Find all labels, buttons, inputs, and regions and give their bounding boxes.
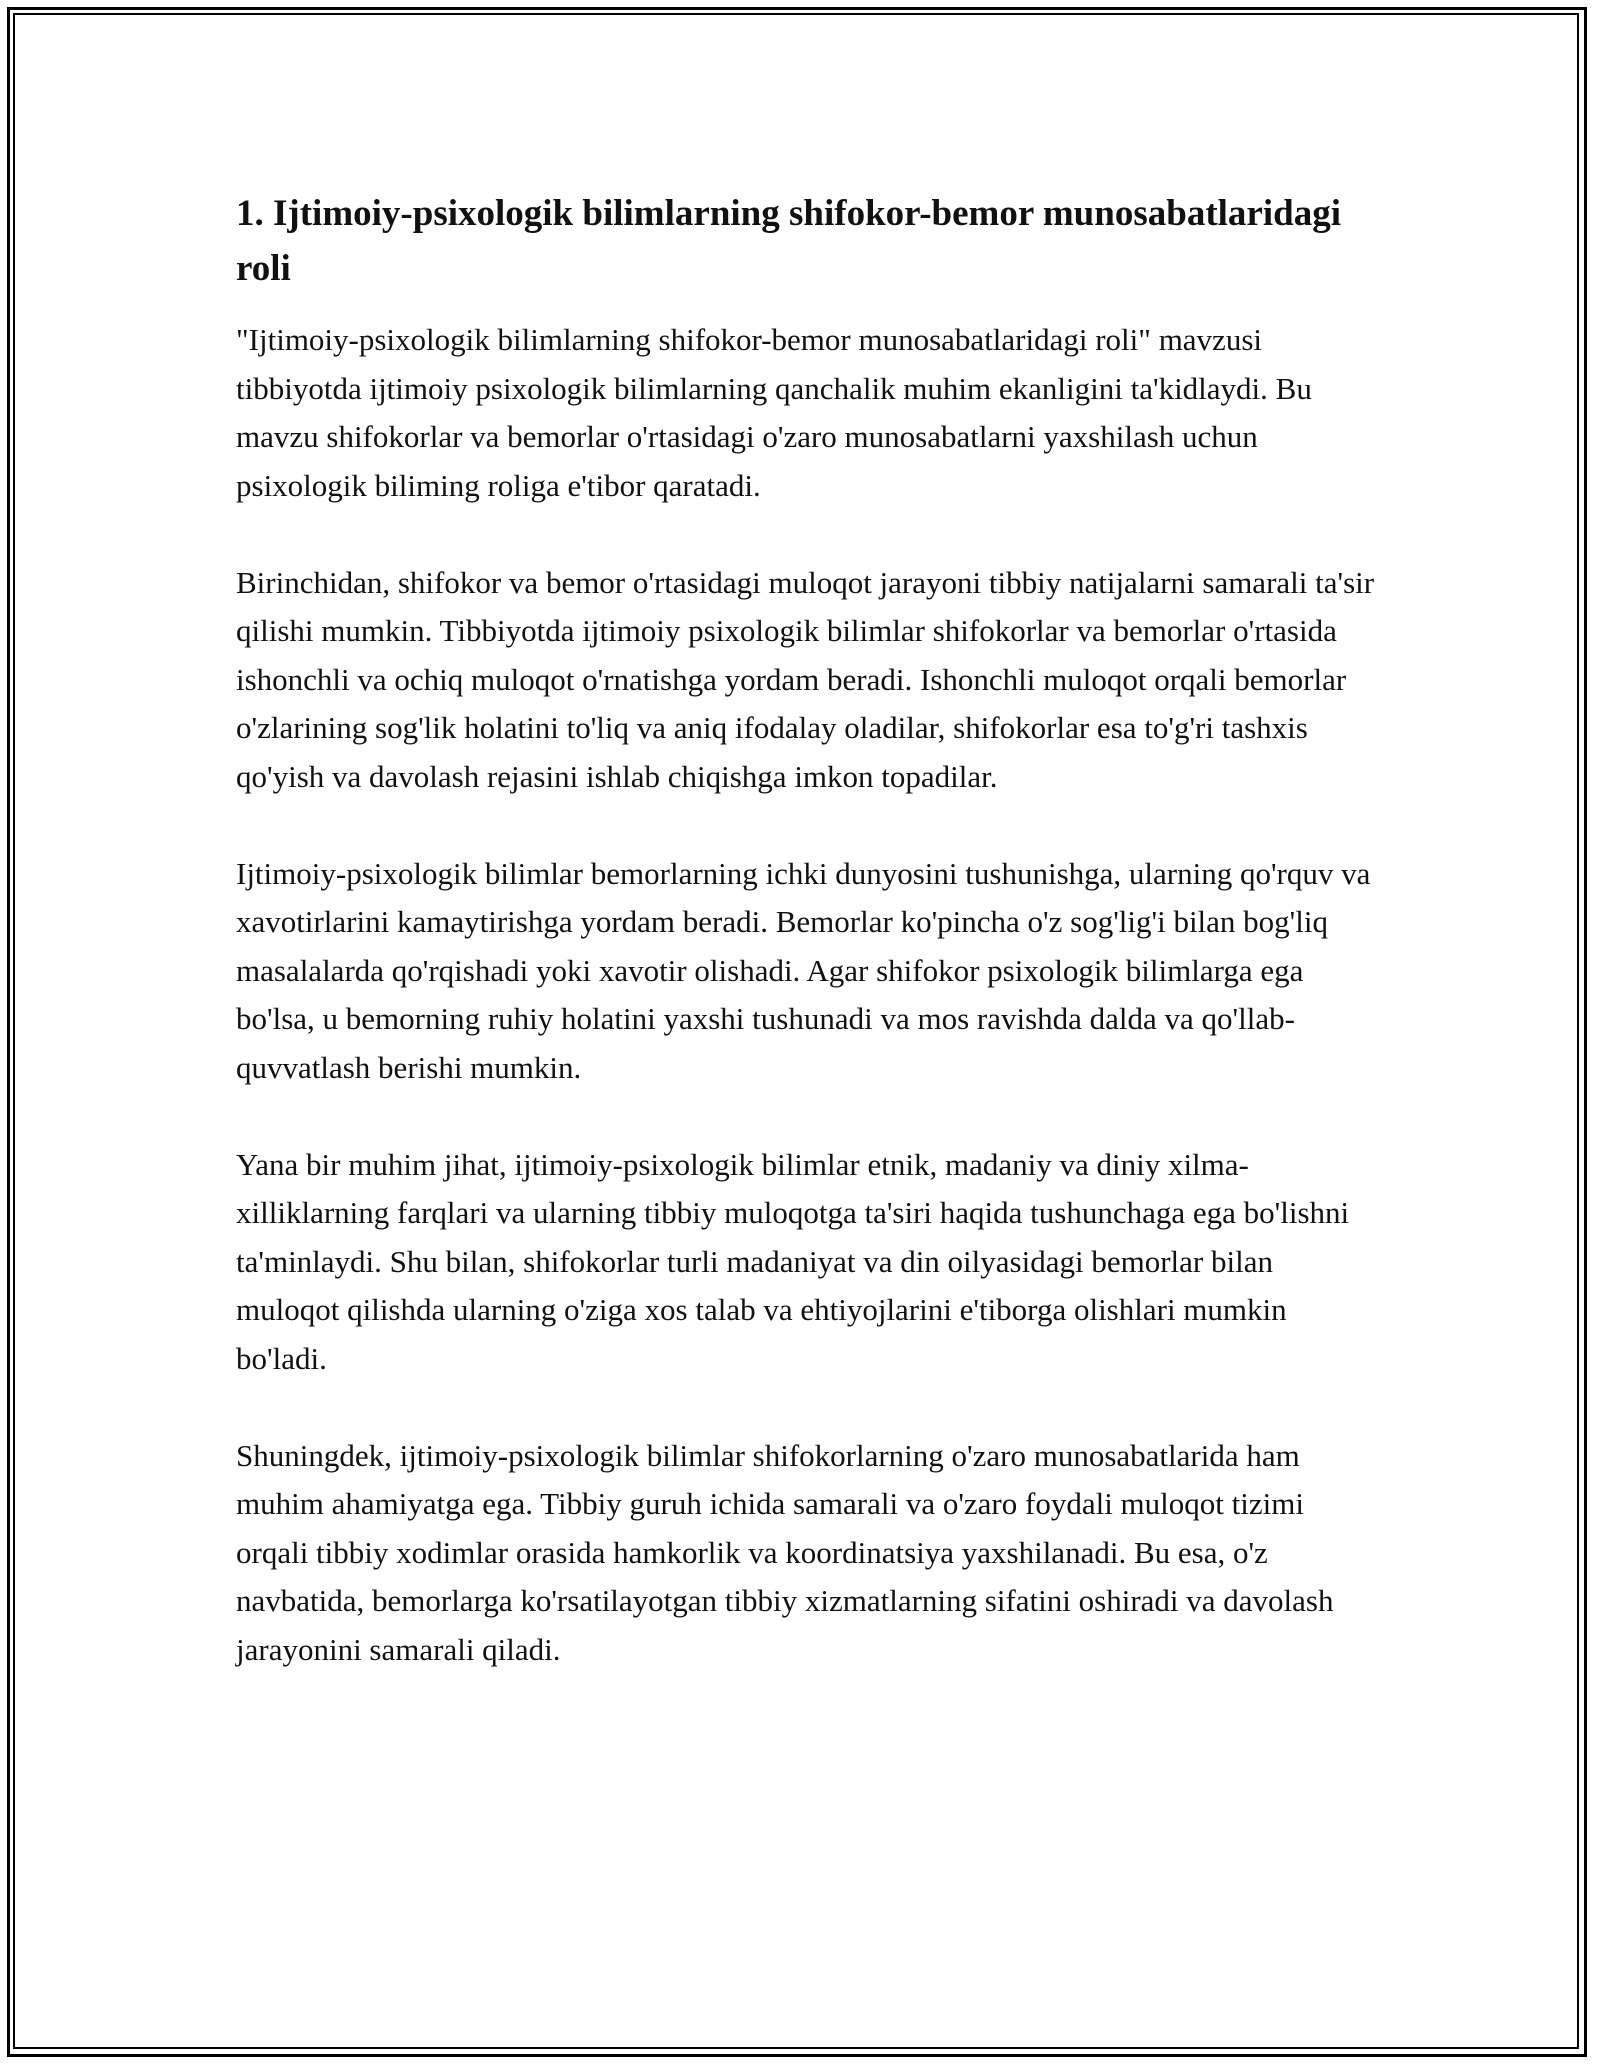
- paragraph-3: Ijtimoiy-psixologik bilimlar bemorlarning ichki dunyosini tushunishga, ularning qo'rquv va xavotirlarini kamaytirishga yordam beradi. Bemorlar ko'pincha o'z sog'lig'i bilan bog'liq masalalarda qo'rqishadi yoki xavotir olishadi. Agar shifokor psixologik bilimlarga ega bo'lsa, u bemorning ruhiy holatini yaxshi tushunadi va mos ravishda dalda va qo'llab-quvvatlash berishi mumkin.: [236, 855, 1371, 1085]
- document-body: [236, 186, 1376, 1723]
- paragraph-1: "Ijtimoiy-psixologik bilimlarning shifokor-bemor munosabatlaridagi roli" mavzusi tibbiyotda ijtimoiy psixologik bilimlarning qanchalik muhim ekanligini ta'kidlaydi. Bu mavzu shifokorlar va bemorlar o'rtasidagi o'zaro munosabatlarni yaxshilash uchun psixologik biliming roliga e'tibor qaratadi.: [236, 322, 1312, 503]
- paragraph-4: Yana bir muhim jihat, ijtimoiy-psixologik bilimlar etnik, madaniy va diniy xilma-xilliklarning farqlari va ularning tibbiy muloqotga ta'siri haqida tushunchaga ega bo'lishni ta'minlaydi. Shu bilan, shifokorlar turli madaniyat va din oilyasidagi bemorlar bilan muloqot qilishda ularning o'ziga xos talab va ehtiyojlarini e'tiborga olishlari mumkin bo'ladi.: [236, 1146, 1350, 1376]
- section-heading: 1. Ijtimoiy-psixologik bilimlarning shifokor-bemor munosabatlaridagi roli: [236, 193, 1341, 289]
- paragraph-5: Shuningdek, ijtimoiy-psixologik bilimlar shifokorlarning o'zaro munosabatlarida ham muhim ahamiyatga ega. Tibbiy guruh ichida samarali va o'zaro foydali muloqot tizimi orqali tibbiy xodimlar orasida hamkorlik va koordinatsiya yaxshilanadi. Bu esa, o'z navbatida, bemorlarga ko'rsatilayotgan tibbiy xizmatlarning sifatini oshiradi va davolash jarayonini samarali qiladi.: [236, 1437, 1334, 1667]
- paragraph-2: Birinchidan, shifokor va bemor o'rtasidagi muloqot jarayoni tibbiy natijalarni samarali ta'sir qilishi mumkin. Tibbiyotda ijtimoiy psixologik bilimlar shifokorlar va bemorlar o'rtasida ishonchli va ochiq muloqot o'rnatishga yordam beradi. Ishonchli muloqot orqali bemorlar o'zlarining sog'lik holatini to'liq va aniq ifodalay oladilar, shifokorlar esa to'g'ri tashxis qo'yish va davolash rejasini ishlab chiqishga imkon topadilar.: [236, 564, 1375, 794]
